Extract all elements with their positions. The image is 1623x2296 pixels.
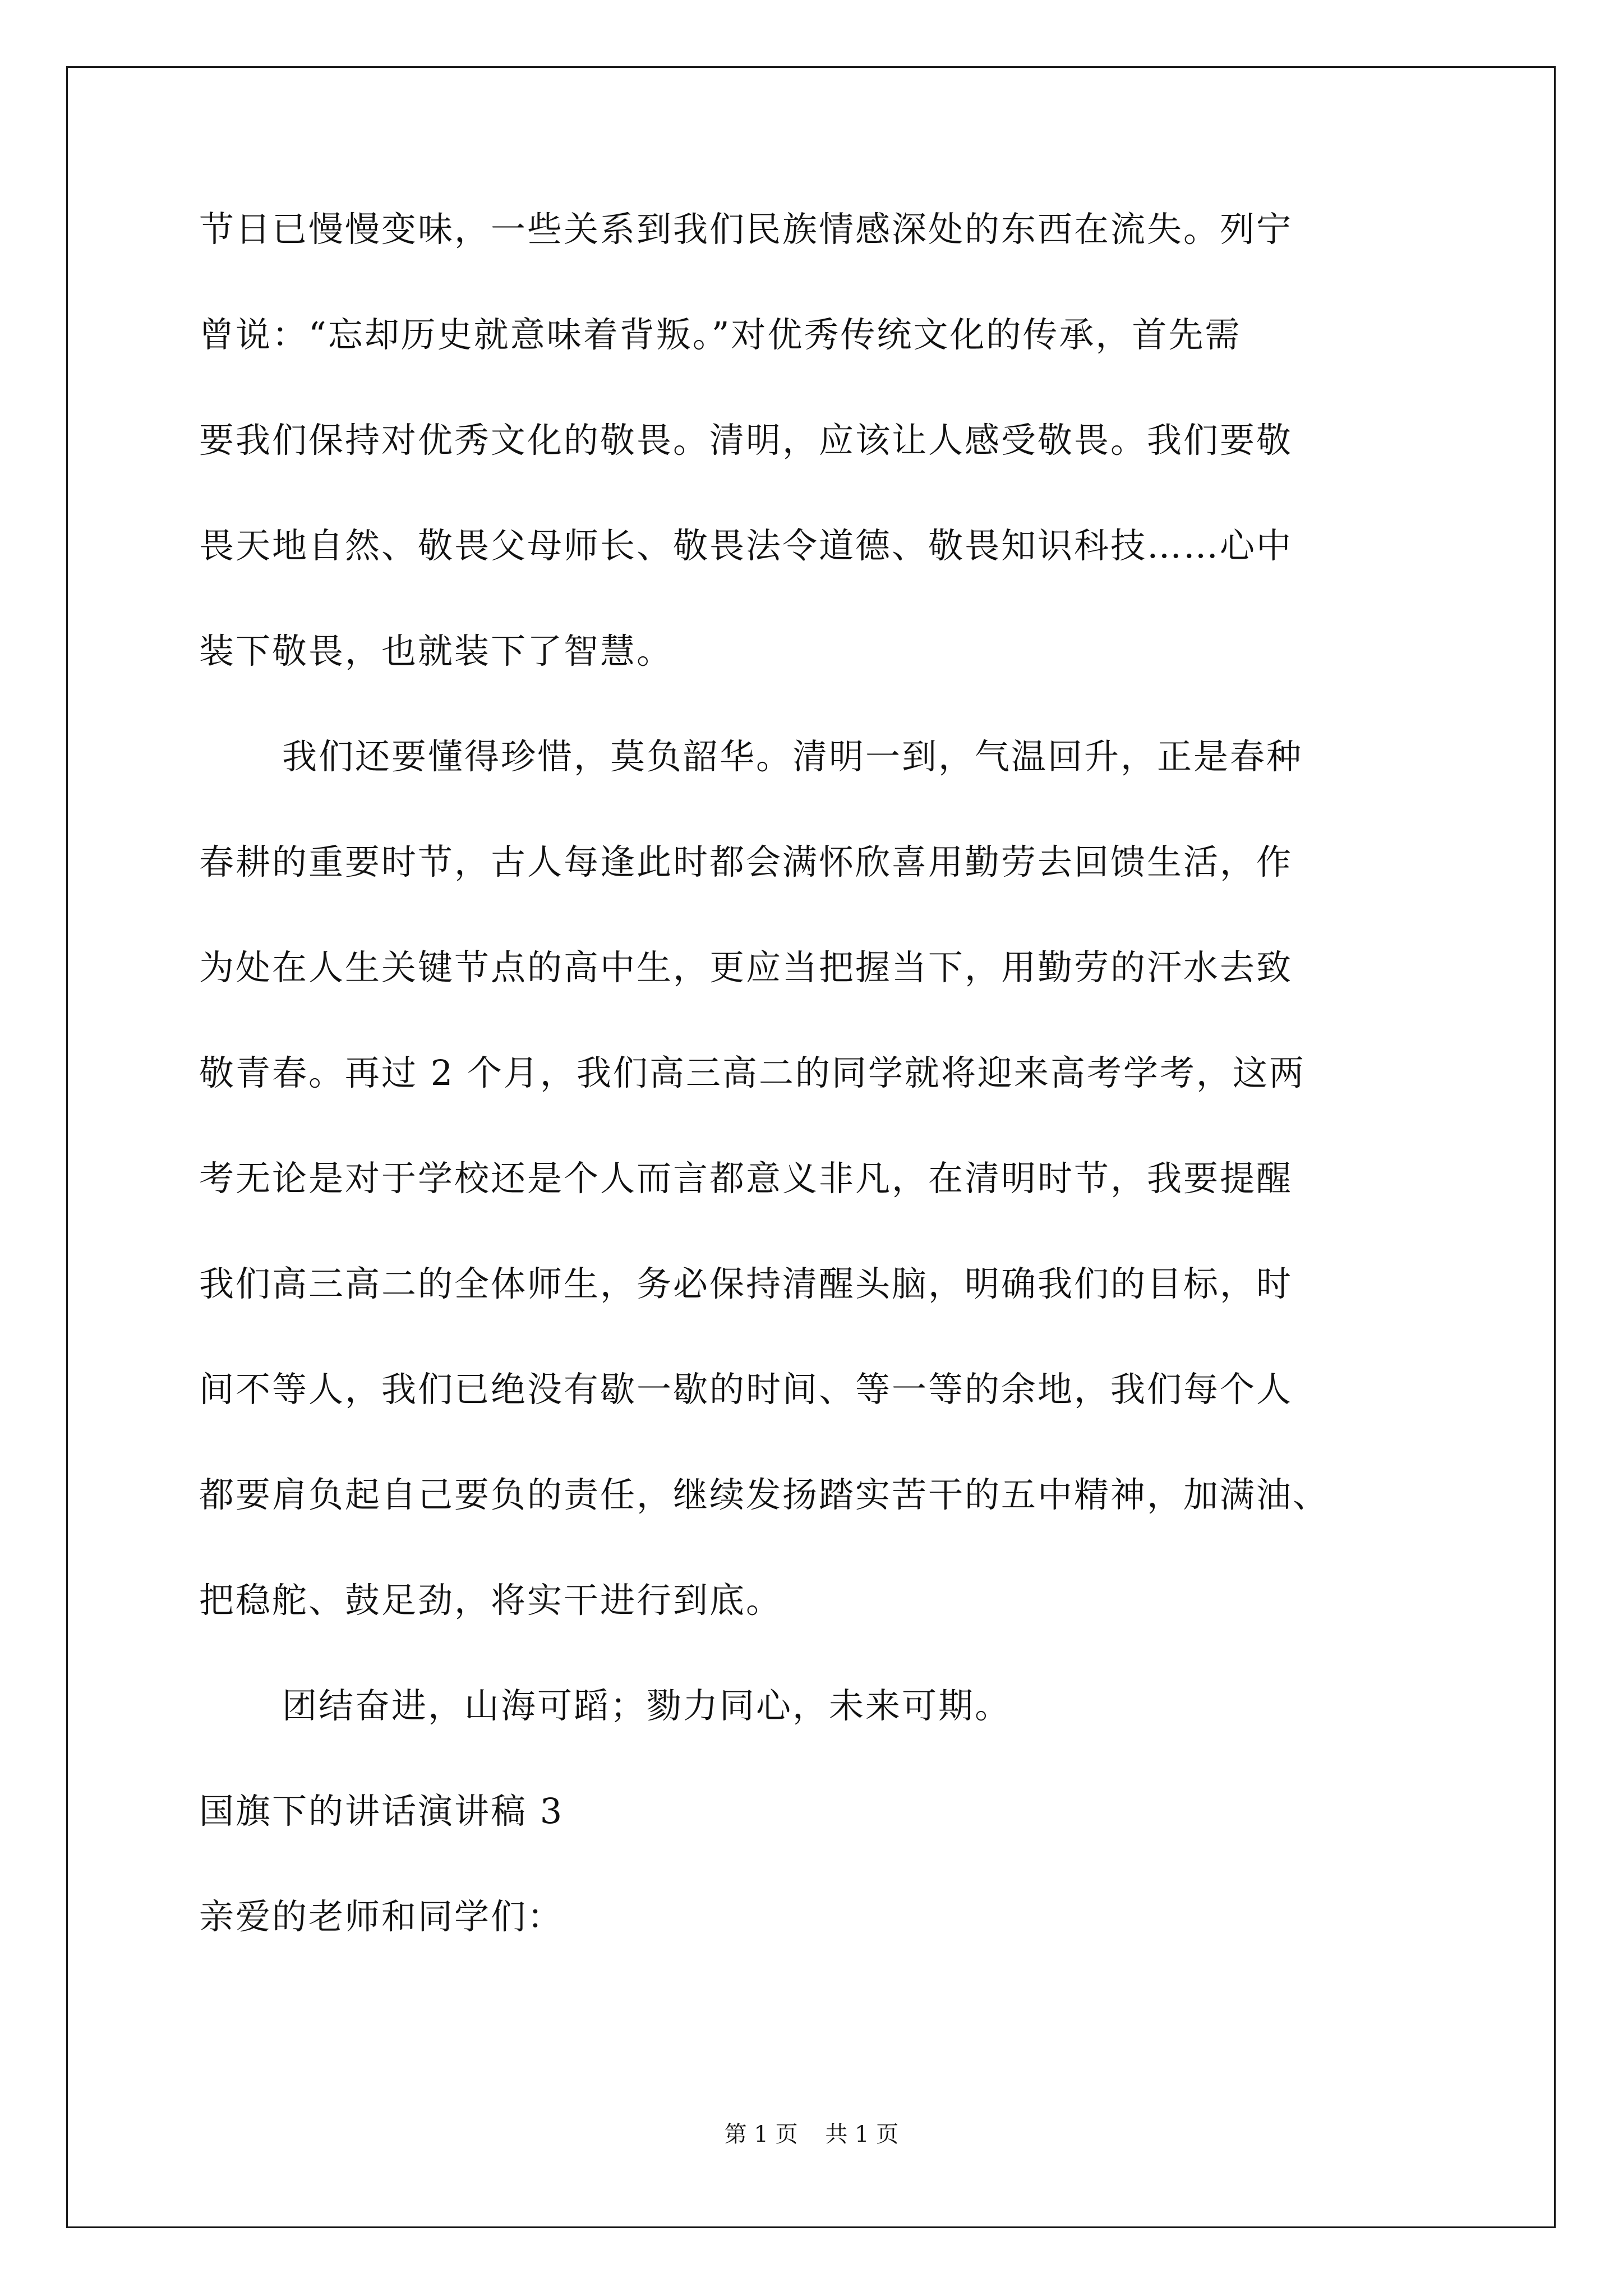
body-line: 间不等人，我们已绝没有歇一歇的时间、等一等的余地，我们每个人: [199, 1369, 1293, 1410]
body-line: 装下敬畏，也就装下了智慧。: [199, 631, 674, 671]
body-line: 我们高三高二的全体师生，务必保持清醒头脑，明确我们的目标，时: [199, 1263, 1293, 1304]
paragraph-start-line: 我们还要懂得珍惜，莫负韶华。清明一到，气温回升，正是春种: [282, 736, 1303, 777]
body-line: 要我们保持对优秀文化的敬畏。清明，应该让人感受敬畏。我们要敬: [199, 420, 1293, 461]
page-number: 第 1 页: [724, 2122, 798, 2147]
body-line: 把稳舵、鼓足劲，将实干进行到底。: [199, 1580, 783, 1621]
section-heading: 国旗下的讲话演讲稿 3: [199, 1791, 564, 1832]
body-line: 节日已慢慢变味，一些关系到我们民族情感深处的东西在流失。列宁: [199, 209, 1293, 250]
body-line: 为处在人生关键节点的高中生，更应当把握当下，用勤劳的汗水去致: [199, 947, 1293, 988]
page-count: 共 1 页: [825, 2122, 899, 2147]
paragraph-start-line: 团结奋进，山海可蹈；勠力同心，未来可期。: [282, 1685, 1012, 1726]
document-body: [199, 209, 1467, 2005]
page-footer: [0, 2123, 1623, 2146]
body-line: 都要肩负起自己要负的责任，继续发扬踏实苦干的五中精神，加满油、: [199, 1474, 1330, 1515]
body-line: 考无论是对于学校还是个人而言都意义非凡，在清明时节，我要提醒: [199, 1158, 1293, 1199]
body-line: 曾说：“忘却历史就意味着背叛。”对优秀传统文化的传承，首先需: [199, 314, 1242, 355]
body-line: 敬青春。再过 2 个月，我们高三高二的同学就将迎来高考学考，这两: [199, 1052, 1306, 1093]
body-line: 畏天地自然、敬畏父母师长、敬畏法令道德、敬畏知识科技……心中: [199, 525, 1293, 566]
salutation: 亲爱的老师和同学们：: [199, 1896, 564, 1937]
body-line: 春耕的重要时节，古人每逢此时都会满怀欣喜用勤劳去回馈生活，作: [199, 841, 1293, 882]
